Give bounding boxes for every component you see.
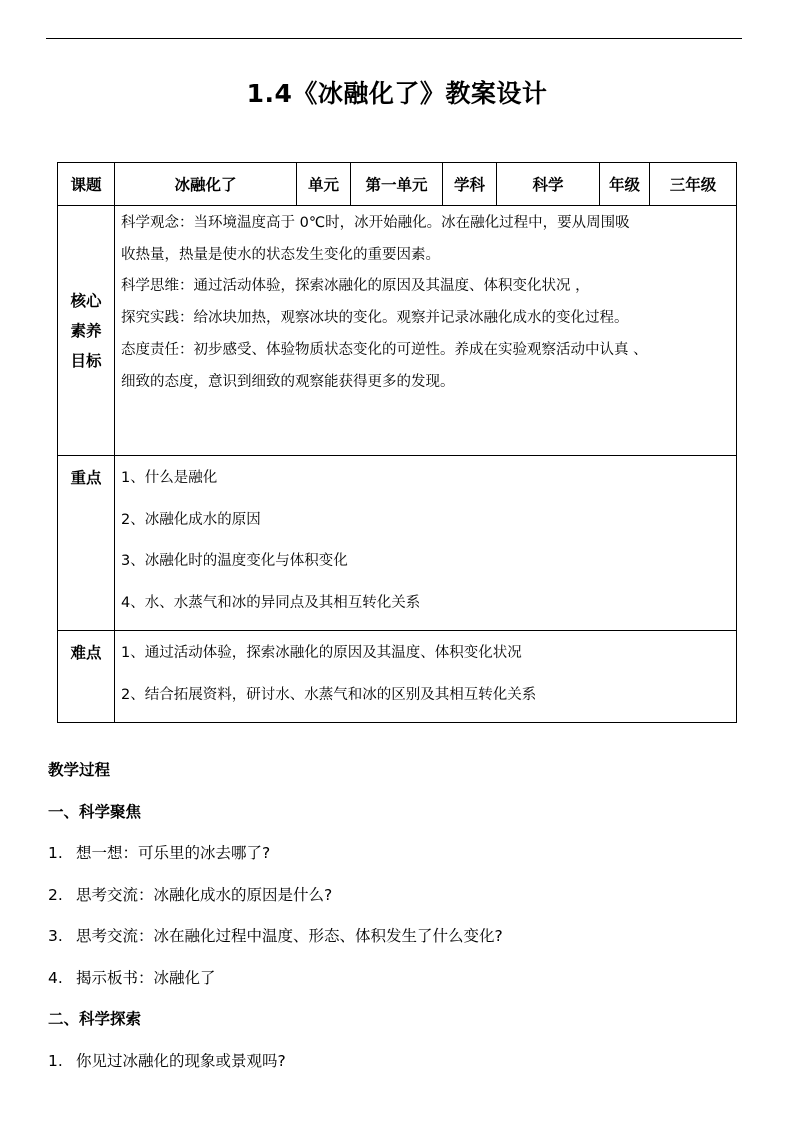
topic-value: 冰融化了 xyxy=(115,163,297,206)
list-item: 2. 思考交流：冰融化成水的原因是什么? xyxy=(48,885,333,904)
difficult-point-item: 2、结合拓展资料，研讨水、水蒸气和冰的区别及其相互转化关系 xyxy=(121,686,537,703)
teaching-process xyxy=(48,756,748,1088)
section-heading: 二、科学探索 xyxy=(48,1010,142,1028)
top-rule xyxy=(46,38,742,39)
header-row xyxy=(58,163,737,206)
key-point-item: 3、冰融化时的温度变化与体积变化 xyxy=(121,553,348,569)
difficult-point-item: 1、通过活动体验，探索冰融化的原因及其温度、体积变化状况 xyxy=(121,645,522,661)
key-points-row xyxy=(58,456,737,631)
subject-label: 学科 xyxy=(443,163,497,206)
key-point-item: 1、什么是融化 xyxy=(121,470,218,486)
section-heading: 一、科学聚焦 xyxy=(48,802,142,821)
core-line: 科学思维：通过活动体验，探索冰融化的原因及其温度、体积变化状况 ， xyxy=(121,278,590,295)
core-content xyxy=(115,206,737,456)
core-line: 科学观念：当环境温度高于 0℃时，冰开始融化。冰在融化过程中，要从周围吸 xyxy=(121,215,630,231)
core-line: 态度责任：初步感受、体验物质状态变化的可逆性。养成在实验观察活动中认真 、 xyxy=(121,341,648,358)
page-title: 1.4《冰融化了》教案设计 xyxy=(246,79,548,108)
topic-label: 课题 xyxy=(58,163,115,206)
list-item: 4. 揭示板书：冰融化了 xyxy=(48,968,216,987)
key-point-item: 2、冰融化成水的原因 xyxy=(121,511,261,528)
core-line: 细致的态度，意识到细致的观察能获得更多的发现。 xyxy=(121,373,455,390)
unit-value: 第一单元 xyxy=(351,163,443,206)
core-line: 收热量，热量是使水的状态发生变化的重要因素。 xyxy=(121,246,440,263)
core-row xyxy=(58,206,737,456)
lesson-plan-table xyxy=(57,162,737,723)
process-heading: 教学过程 xyxy=(48,761,111,779)
core-label: 核心 素养 目标 xyxy=(58,206,115,456)
difficult-points-label: 难点 xyxy=(58,631,115,723)
key-points-content xyxy=(115,456,737,631)
key-points-label: 重点 xyxy=(58,456,115,631)
difficult-points-content xyxy=(115,631,737,723)
subject-value: 科学 xyxy=(497,163,600,206)
grade-label: 年级 xyxy=(600,163,650,206)
core-line: 探究实践：给冰块加热，观察冰块的变化。观察并记录冰融化成水的变化过程。 xyxy=(121,310,629,327)
unit-label: 单元 xyxy=(297,163,351,206)
list-item: 3. 思考交流：冰在融化过程中温度、形态、体积发生了什么变化? xyxy=(48,927,503,945)
list-item: 1. 想一想：可乐里的冰去哪了? xyxy=(48,844,271,862)
grade-value: 三年级 xyxy=(650,163,737,206)
key-point-item: 4、水、水蒸气和冰的异同点及其相互转化关系 xyxy=(121,594,421,611)
list-item: 1. 你见过冰融化的现象或景观吗? xyxy=(48,1051,286,1070)
difficult-points-row xyxy=(58,631,737,723)
